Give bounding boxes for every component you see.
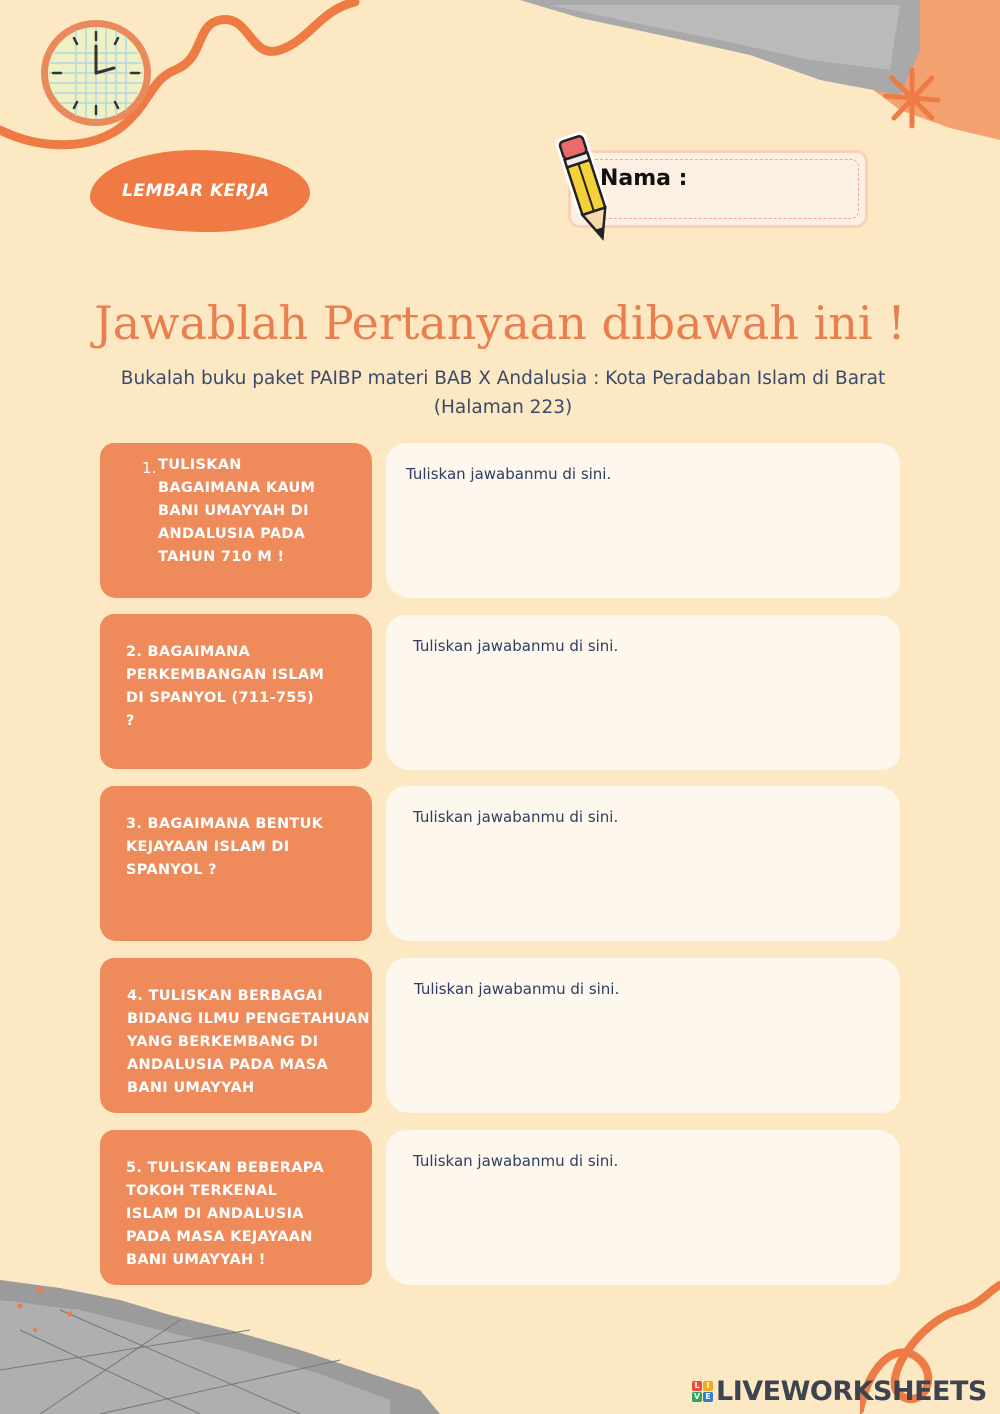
question-text-2: 2. BAGAIMANA PERKEMBANGAN ISLAM DI SPANYOL (711-755) ? <box>126 644 325 729</box>
answer-input-1[interactable] <box>386 443 900 598</box>
logo-letter-i: I <box>703 1381 713 1391</box>
question-text-1: TULISKAN BAGAIMANA KAUM BANI UMAYYAH DI ANDALUSIA PADA TAHUN 710 M ! <box>158 457 316 565</box>
logo-letter-e: E <box>703 1392 713 1402</box>
worksheet-badge <box>90 150 310 232</box>
question-text-3: 3. BAGAIMANA BENTUK KEJAYAAN ISLAM DI SPANYOL ? <box>126 816 324 878</box>
page-subtitle: Bukalah buku paket PAIBP materi BAB X Andalusia : Kota Peradaban Islam di Barat (Halaman 223) <box>120 368 886 418</box>
page-title: Jawablah Pertanyaan dibawah ini ! <box>94 296 906 350</box>
question-number-1: 1. <box>142 459 157 477</box>
answer-input-4[interactable] <box>386 958 900 1113</box>
logo-letter-l: L <box>692 1381 702 1391</box>
answer-input-5[interactable] <box>386 1130 900 1285</box>
question-card-4 <box>100 958 372 1113</box>
worksheet-badge-label: LEMBAR KERJA <box>122 181 270 201</box>
logo-text: LIVEWORKSHEETS <box>716 1375 987 1407</box>
name-label: Nama : <box>600 166 688 191</box>
logo-letter-v: V <box>693 1391 701 1401</box>
answer-input-3[interactable] <box>386 786 900 941</box>
clock-icon <box>40 18 156 130</box>
question-text-5: 5. TULISKAN BEBERAPA TOKOH TERKENAL ISLAM DI ANDALUSIA PADA MASA KEJAYAAN BANI UMAYYAH ! <box>126 1160 324 1268</box>
question-card-5 <box>100 1130 372 1285</box>
map-texture-decoration <box>0 1270 440 1414</box>
question-card-1 <box>100 443 372 598</box>
question-card-2 <box>100 614 372 769</box>
question-card-3 <box>100 786 372 941</box>
liveworksheets-logo <box>692 1374 987 1408</box>
question-text-4: 4. TULISKAN BERBAGAI BIDANG ILMU PENGETAHUAN YANG BERKEMBANG DI ANDALUSIA PADA MASA BANI UMAYYAH <box>127 988 370 1096</box>
logo-grid-icon <box>692 1381 713 1402</box>
name-input[interactable] <box>700 162 854 198</box>
answer-input-2[interactable] <box>386 615 900 770</box>
star-decoration <box>880 66 944 130</box>
